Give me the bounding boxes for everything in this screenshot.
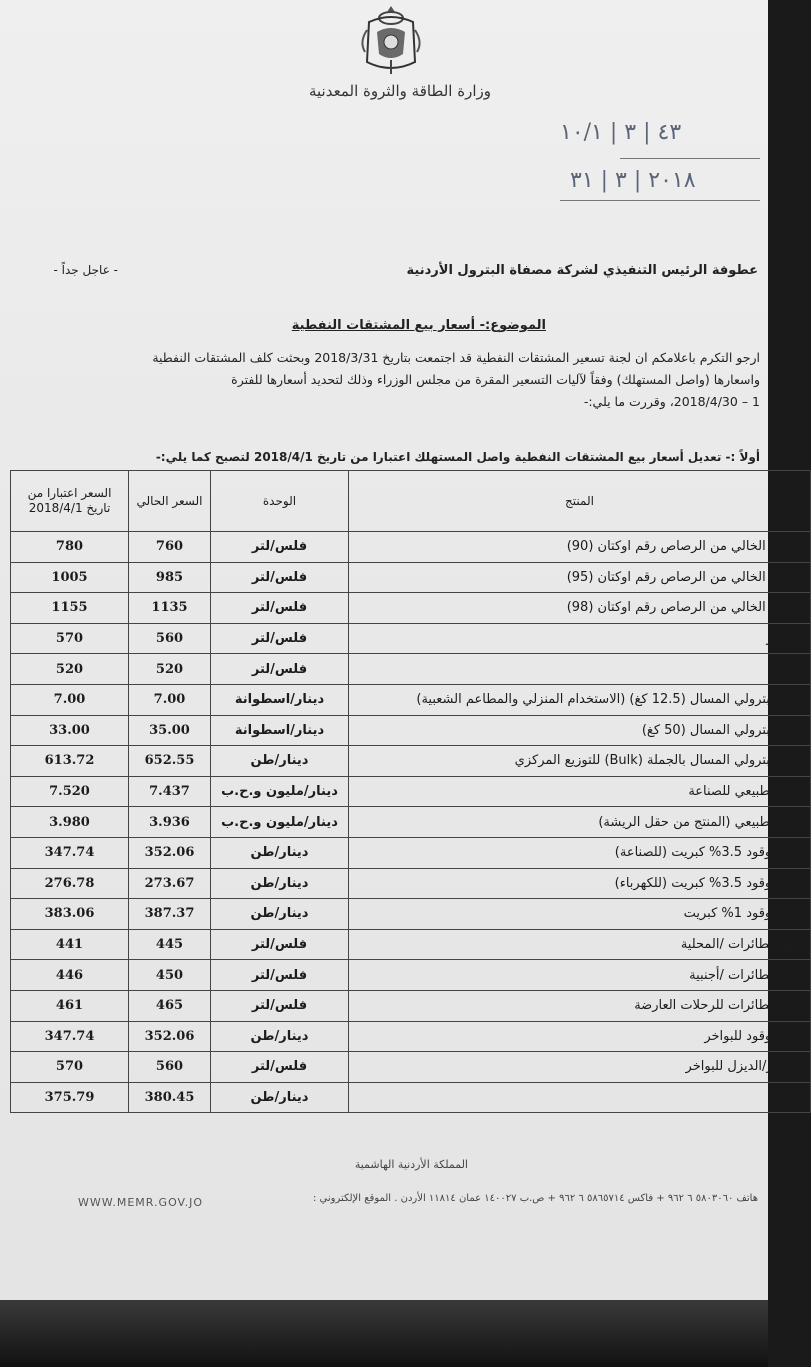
table-row — [11, 837, 811, 868]
cell-product: الغاز البترولي المسال بالجملة (Bulk) للتوزيع المركزي — [349, 746, 811, 777]
cell-unit: دينار/طن — [211, 868, 349, 899]
cell-current-price: 1135 — [129, 593, 211, 624]
cell-current-price: 35.00 — [129, 715, 211, 746]
cell-current-price: 985 — [129, 562, 211, 593]
section-heading: أولاً :- تعديل أسعار بيع المشتقات النفطية واصل المستهلك اعتبارا من تاريخ 2018/4/1 لتصبح كما يلي:- — [155, 450, 760, 464]
cell-product: وقود الطائرات /المحلية — [349, 929, 811, 960]
cell-unit: دينار/طن — [211, 899, 349, 930]
cell-product: السولار/الديزل للبواخر — [349, 1052, 811, 1083]
cell-unit: دينار/اسطوانة — [211, 715, 349, 746]
cell-product: زيت الوقود 1% كبريت — [349, 899, 811, 930]
table-row — [11, 623, 811, 654]
table-row — [11, 746, 811, 777]
cell-current-price: 7.437 — [129, 776, 211, 807]
handwritten-date: ٢٠١٨ | ٣ | ٣١ — [570, 168, 696, 193]
urgency-note: - عاجل جداً - — [53, 263, 118, 277]
cell-new-price: 33.00 — [11, 715, 129, 746]
cell-unit: فلس/لتر — [211, 960, 349, 991]
table-row — [11, 1052, 811, 1083]
cell-new-price: 375.79 — [11, 1082, 129, 1113]
cell-product: زيت الوقود 3.5% كبريت (للصناعة) — [349, 837, 811, 868]
cell-unit: دينار/طن — [211, 837, 349, 868]
cell-product: الغاز البترولي المسال (12.5 كغ) (الاستخدام المنزلي والمطاعم الشعبية) — [349, 684, 811, 715]
cell-unit: فلس/لتر — [211, 654, 349, 685]
table-row — [11, 960, 811, 991]
cell-unit: فلس/لتر — [211, 532, 349, 563]
prices-table — [10, 470, 811, 1113]
addressee: عطوفة الرئيس التنفيذي لشركة مصفاة البترول الأردنية — [406, 263, 758, 278]
cell-product — [349, 1082, 811, 1113]
cell-product: وقود الطائرات للرحلات العارضة — [349, 990, 811, 1021]
cell-current-price: 352.06 — [129, 837, 211, 868]
cell-new-price: 570 — [11, 1052, 129, 1083]
cell-new-price: 7.520 — [11, 776, 129, 807]
cell-product: الغاز الطبيعي (المنتج من حقل الريشة) — [349, 807, 811, 838]
cell-current-price: 760 — [129, 532, 211, 563]
cell-current-price: 652.55 — [129, 746, 211, 777]
cell-current-price: 7.00 — [129, 684, 211, 715]
cell-unit: فلس/لتر — [211, 562, 349, 593]
header-unit: الوحدة — [211, 471, 349, 532]
cell-new-price: 383.06 — [11, 899, 129, 930]
table-row — [11, 654, 811, 685]
cell-new-price: 1155 — [11, 593, 129, 624]
table-row — [11, 532, 811, 563]
cell-unit: دينار/طن — [211, 1021, 349, 1052]
cell-new-price: 276.78 — [11, 868, 129, 899]
cell-unit: فلس/لتر — [211, 990, 349, 1021]
cell-unit: فلس/لتر — [211, 593, 349, 624]
cell-new-price: 780 — [11, 532, 129, 563]
cell-current-price: 3.936 — [129, 807, 211, 838]
cell-product: الكاز — [349, 654, 811, 685]
cell-unit: فلس/لتر — [211, 1052, 349, 1083]
cell-product: السولار — [349, 623, 811, 654]
body-paragraph-line: ارجو التكرم باعلامكم ان لجنة تسعير المشتقات النفطية قد اجتمعت بتاريخ 2018/3/31 وبحثت كلف المشتقات النفطية — [152, 350, 760, 365]
footer-contact: هاتف ٥٨٠٣٠٦٠ ٦ ٩٦٢ + فاكس ٥٨٦٥٧١٤ ٦ ٩٦٢ + ص.ب ١٤٠٠٢٧ عمان ١١٨١٤ الأردن . الموقع الإلكتروني : — [312, 1193, 758, 1204]
table-row — [11, 776, 811, 807]
cell-product: الغاز البترولي المسال (50 كغ) — [349, 715, 811, 746]
cell-product: البنزين الخالي من الرصاص رقم اوكتان (95) — [349, 562, 811, 593]
cell-new-price: 441 — [11, 929, 129, 960]
table-row — [11, 593, 811, 624]
table-row — [11, 807, 811, 838]
footer-website: WWW.MEMR.GOV.JO — [78, 1196, 204, 1209]
cell-new-price: 446 — [11, 960, 129, 991]
table-row — [11, 684, 811, 715]
cell-current-price: 352.06 — [129, 1021, 211, 1052]
cell-product: زيت الوقود للبواخر — [349, 1021, 811, 1052]
cell-product: وقود الطائرات /أجنبية — [349, 960, 811, 991]
cell-new-price: 1005 — [11, 562, 129, 593]
cell-product: الغاز الطبيعي للصناعة — [349, 776, 811, 807]
ministry-name: وزارة الطاقة والثروة المعدنية — [308, 82, 492, 100]
cell-current-price: 273.67 — [129, 868, 211, 899]
divider — [620, 158, 760, 159]
table-row — [11, 868, 811, 899]
cell-current-price: 380.45 — [129, 1082, 211, 1113]
body-paragraph-line: واسعارها (واصل المستهلك) وفقاً لآليات التسعير المقرة من مجلس الوزراء وذلك لتحديد أسعارها للفترة — [231, 372, 760, 387]
table-row — [11, 929, 811, 960]
header-new-price: السعر اعتبارا من تاريخ 2018/4/1 — [11, 471, 129, 532]
cell-unit: فلس/لتر — [211, 929, 349, 960]
header-current-price: السعر الحالي — [129, 471, 211, 532]
cell-new-price: 613.72 — [11, 746, 129, 777]
table-row — [11, 715, 811, 746]
cell-new-price: 570 — [11, 623, 129, 654]
table-row — [11, 990, 811, 1021]
footer-kingdom: المملكة الأردنية الهاشمية — [354, 1158, 468, 1171]
cell-current-price: 560 — [129, 1052, 211, 1083]
table-row — [11, 562, 811, 593]
cell-current-price: 465 — [129, 990, 211, 1021]
cell-unit: دينار/اسطوانة — [211, 684, 349, 715]
subject-line: الموضوع:- أسعار بيع المشتقات النفطية — [291, 318, 546, 333]
cell-new-price: 461 — [11, 990, 129, 1021]
table-row — [11, 1021, 811, 1052]
table-row — [11, 1082, 811, 1113]
cell-new-price: 3.980 — [11, 807, 129, 838]
cell-unit: فلس/لتر — [211, 623, 349, 654]
cell-current-price: 387.37 — [129, 899, 211, 930]
body-paragraph-line: 1 – 2018/4/30، وقررت ما يلي:- — [583, 394, 760, 409]
cell-product: البنزين الخالي من الرصاص رقم اوكتان (90) — [349, 532, 811, 563]
cell-unit: دينار/طن — [211, 1082, 349, 1113]
cell-new-price: 520 — [11, 654, 129, 685]
cell-current-price: 450 — [129, 960, 211, 991]
cell-new-price: 347.74 — [11, 837, 129, 868]
divider — [560, 200, 760, 201]
cell-unit: دينار/مليون و.ح.ب — [211, 776, 349, 807]
cell-new-price: 7.00 — [11, 684, 129, 715]
royal-emblem-icon — [355, 2, 427, 76]
cell-new-price: 347.74 — [11, 1021, 129, 1052]
cell-product: البنزين الخالي من الرصاص رقم اوكتان (98) — [349, 593, 811, 624]
background-surface — [0, 1300, 768, 1367]
cell-current-price: 520 — [129, 654, 211, 685]
cell-unit: دينار/مليون و.ح.ب — [211, 807, 349, 838]
reference-number: ٤٣ | ٣ | ١٠/١ — [560, 120, 682, 145]
header-product: المنتج — [349, 471, 811, 532]
cell-current-price: 560 — [129, 623, 211, 654]
cell-product: زيت الوقود 3.5% كبريت (للكهرباء) — [349, 868, 811, 899]
cell-unit: دينار/طن — [211, 746, 349, 777]
table-header-row — [11, 471, 811, 532]
cell-current-price: 445 — [129, 929, 211, 960]
table-row — [11, 899, 811, 930]
